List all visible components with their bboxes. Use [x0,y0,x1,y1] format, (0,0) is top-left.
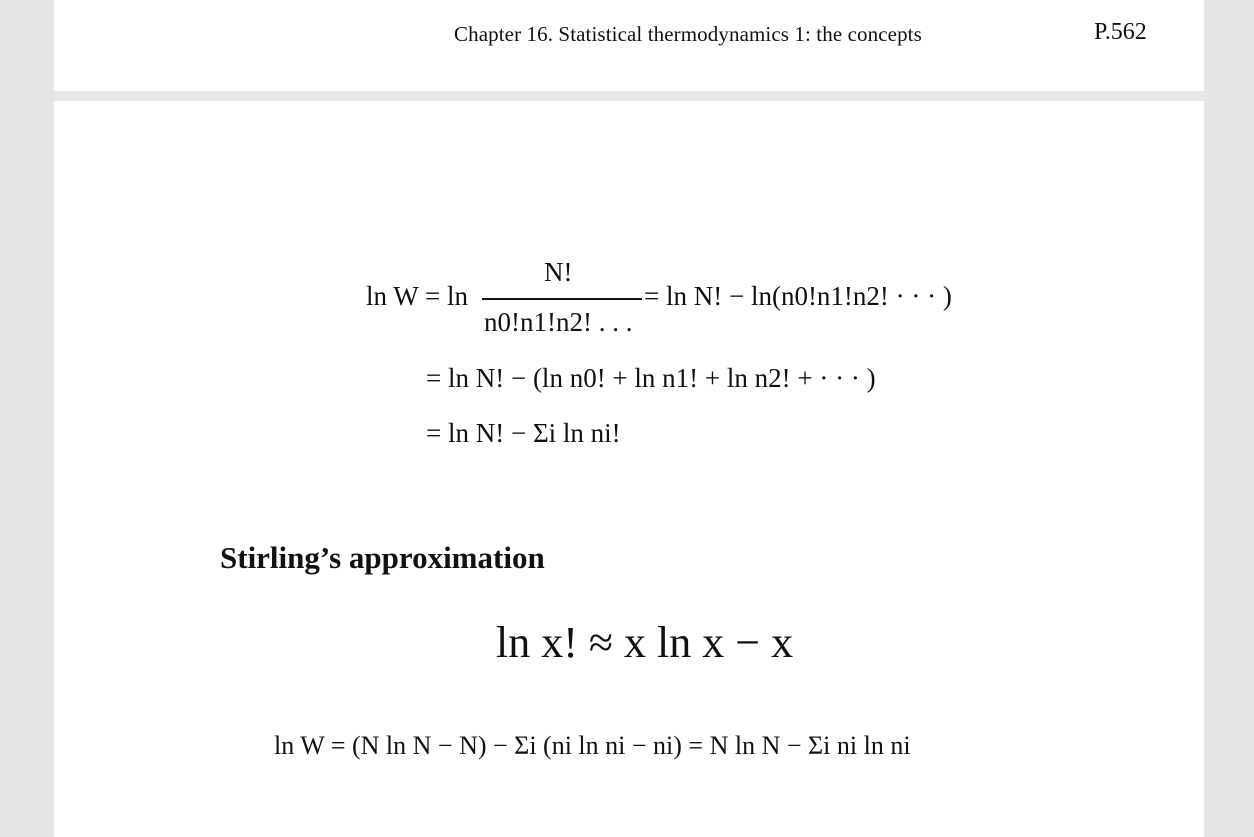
equation-ln-w-stirling: ln W = (N ln N − N) − Σi (ni ln ni − ni) = N ln N − Σi ni ln ni [274,731,911,760]
page-number: P.562 [1094,19,1147,45]
equation-ln-sum-expanded: = ln N! − (ln n0! + ln n1! + ln n2! + · · · ) [426,363,876,393]
fraction-numerator: N! [544,257,573,287]
page-header-area [54,0,1204,91]
running-title: Chapter 16. Statistical thermodynamics 1: the concepts [454,22,922,46]
equation-rhs: = ln N! − ln(n0!n1!n2! · · · ) [644,281,952,311]
equation-ln-sum-sigma: = ln N! − Σi ln ni! [426,418,621,448]
fraction-denominator: n0!n1!n2! . . . [484,307,633,337]
fraction-bar [482,298,642,300]
section-title: Stirling’s approximation [220,540,545,575]
equation-lhs: ln W = ln [366,281,468,311]
page-body [54,101,1204,837]
stirling-formula: ln x! ≈ x ln x − x [496,618,794,667]
